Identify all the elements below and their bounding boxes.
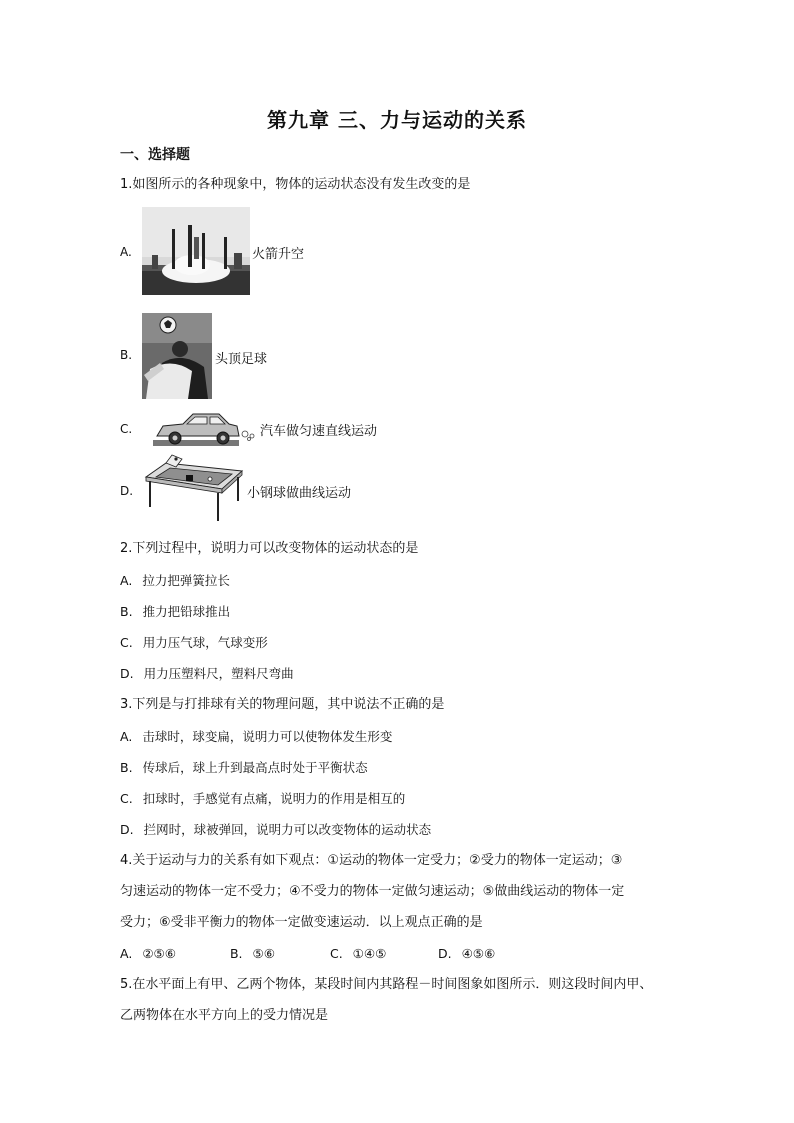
- question-3-stem: 3.下列是与打排球有关的物理问题，其中说法不正确的是: [120, 697, 445, 712]
- q2-option-d: [120, 664, 294, 682]
- option-text: ②⑤⑥: [142, 946, 176, 961]
- q4-option-b: [230, 946, 326, 961]
- q2-option-b: [120, 602, 230, 620]
- q1-option-d-letter: D.: [120, 484, 134, 498]
- option-letter: A.: [120, 946, 133, 961]
- q1-option-b-letter: B.: [120, 348, 133, 362]
- q1-option-c-letter: C.: [120, 422, 133, 436]
- q4-option-c: [330, 946, 434, 961]
- option-letter: C.: [329, 946, 343, 961]
- option-text: 击球时，球变扁，说明力可以使物体发生形变: [142, 729, 393, 744]
- heading-soccer-photo: [142, 313, 212, 399]
- q4-options-row: [120, 946, 495, 961]
- option-letter: D.: [120, 666, 134, 681]
- option-letter: B.: [229, 946, 243, 961]
- q2-option-c: [120, 633, 268, 651]
- option-letter: D.: [120, 822, 134, 837]
- question-5-line-2: 乙两物体在水平方向上的受力情况是: [120, 1008, 329, 1023]
- section-heading: 一、选择题: [120, 147, 190, 163]
- q3-option-b: [120, 758, 368, 776]
- q1-option-d-caption: 小钢球做曲线运动: [247, 486, 352, 501]
- option-letter: C.: [120, 635, 133, 650]
- q4-option-a: [120, 946, 226, 961]
- question-4-line-3: 受力；⑥受非平衡力的物体一定做变速运动．以上观点正确的是: [120, 915, 483, 930]
- question-4-line-1: 4.关于运动与力的关系有如下观点：①运动的物体一定受力；②受力的物体一定运动；③: [120, 853, 623, 868]
- option-text: 推力把铅球推出: [142, 604, 231, 619]
- q2-option-a: [120, 571, 230, 589]
- option-text: 用力压塑料尺，塑料尺弯曲: [143, 666, 294, 681]
- option-text: ①④⑤: [352, 946, 387, 961]
- option-letter: B.: [120, 760, 133, 775]
- option-letter: A.: [120, 729, 133, 744]
- option-text: 拉力把弹簧拉长: [142, 573, 230, 588]
- option-text: 拦网时，球被弹回，说明力可以改变物体的运动状态: [143, 822, 432, 837]
- option-letter: A.: [120, 573, 133, 588]
- option-text: 用力压气球，气球变形: [142, 635, 268, 650]
- question-4-line-2: 匀速运动的物体一定不受力；④不受力的物体一定做匀速运动；⑤做曲线运动的物体一定: [120, 884, 625, 899]
- page-title: 第九章 三、力与运动的关系: [267, 108, 527, 132]
- q4-option-d: [438, 946, 495, 961]
- option-text: 传球后，球上升到最高点时处于平衡状态: [142, 760, 368, 775]
- steel-ball-table-drawing: [142, 451, 246, 527]
- q3-option-a: [120, 727, 392, 745]
- q1-option-c-caption: 汽车做匀速直线运动: [260, 424, 378, 439]
- option-text: ⑤⑥: [252, 946, 275, 961]
- option-letter: B.: [120, 604, 133, 619]
- q1-option-a-caption: 火箭升空: [252, 247, 305, 262]
- question-5-line-1: 5.在水平面上有甲、乙两个物体，某段时间内其路程－时间图象如图所示．则这段时间内甲、: [120, 977, 653, 992]
- rocket-launch-photo: [142, 207, 250, 295]
- option-text: ④⑤⑥: [461, 946, 496, 961]
- option-letter: D.: [437, 946, 452, 961]
- q3-option-c: [120, 789, 405, 807]
- question-2-stem: 2.下列过程中，说明力可以改变物体的运动状态的是: [120, 541, 419, 556]
- car-drawing: [153, 406, 259, 448]
- q3-option-d: [120, 820, 431, 838]
- q1-option-a-letter: A.: [120, 245, 132, 259]
- question-1-stem: 1.如图所示的各种现象中，物体的运动状态没有发生改变的是: [120, 177, 471, 192]
- option-letter: C.: [120, 791, 133, 806]
- q1-option-b-caption: 头顶足球: [215, 352, 268, 367]
- option-text: 扣球时，手感觉有点痛，说明力的作用是相互的: [142, 791, 406, 806]
